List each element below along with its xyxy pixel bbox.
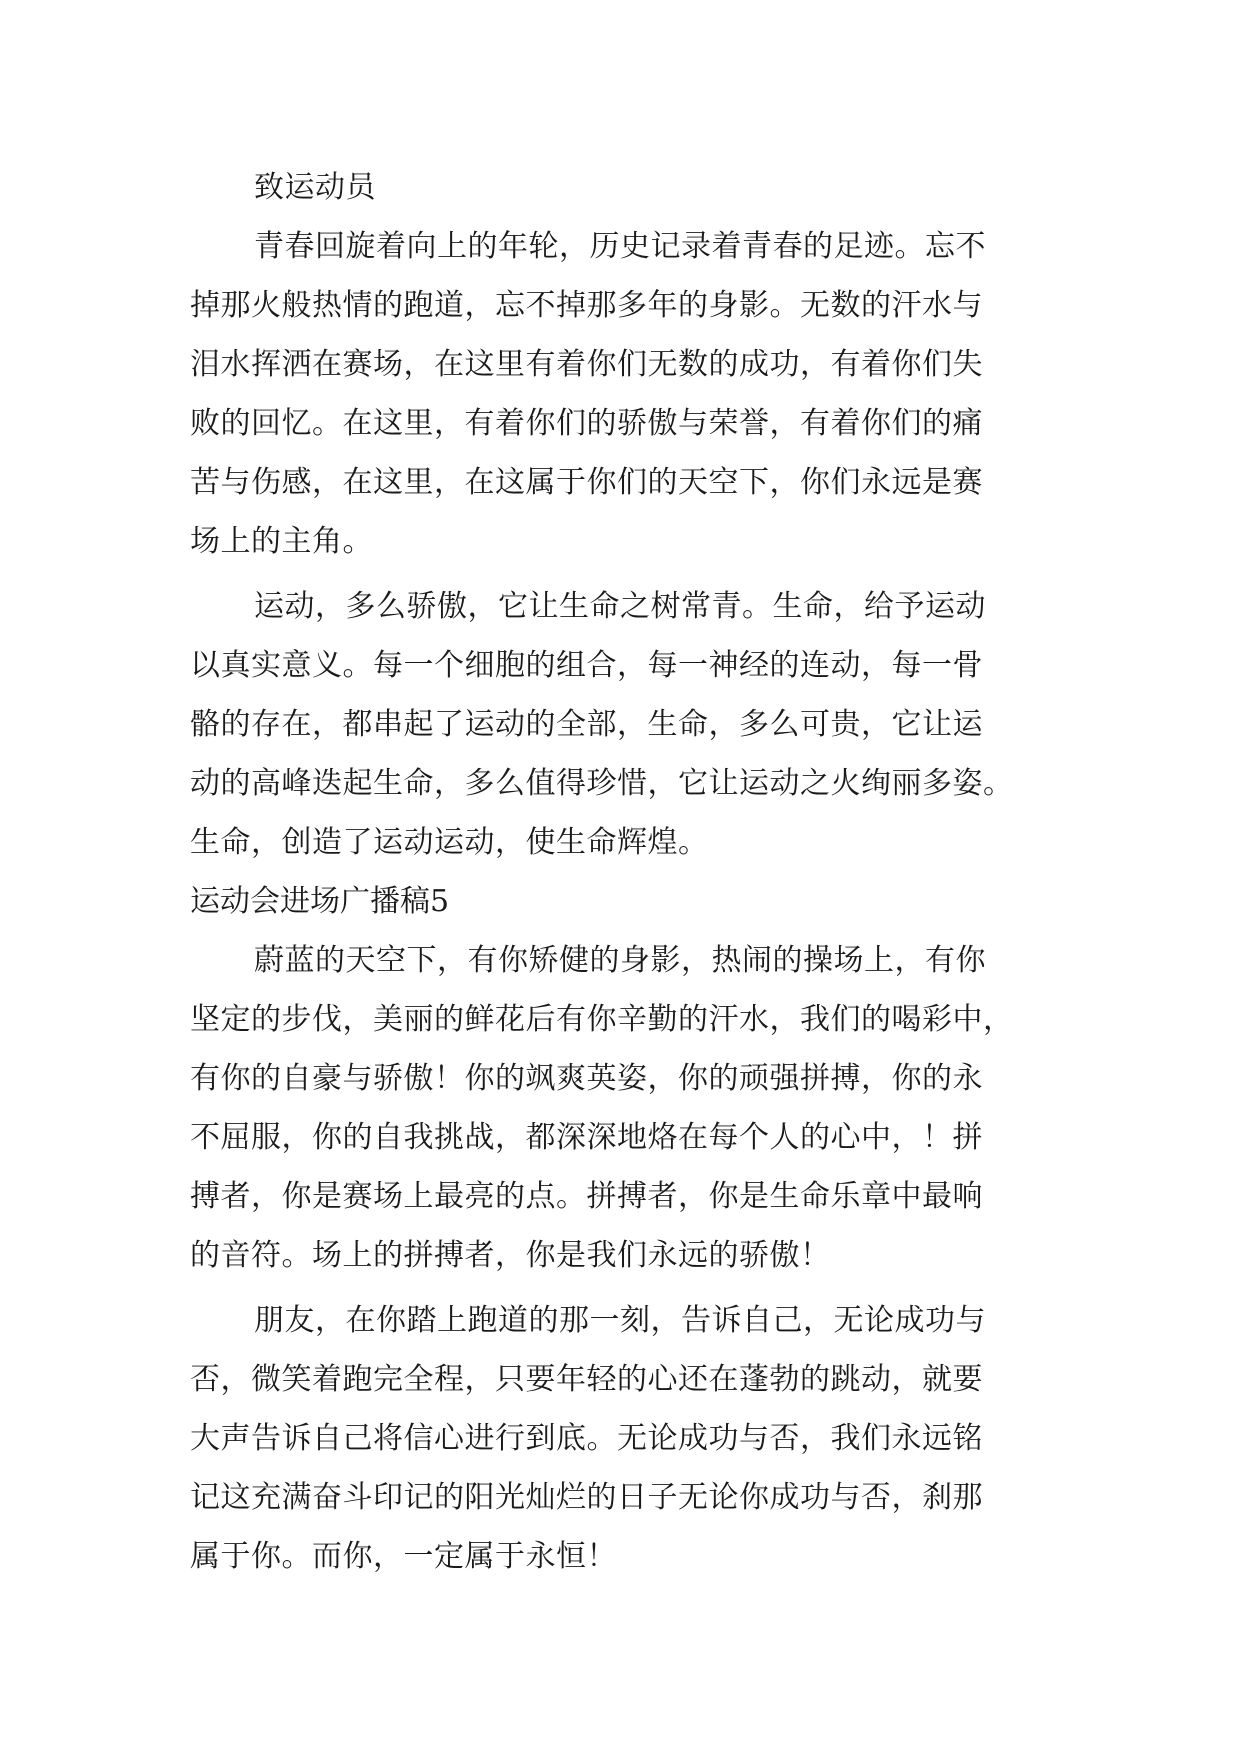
paragraph-2 bbox=[190, 577, 1060, 872]
paragraph-line: 属于你。而你，一定属于永恒！ bbox=[190, 1539, 617, 1574]
paragraph-line: 不屈服，你的自我挑战，都深深地烙在每个人的心中，！拼 bbox=[190, 1120, 983, 1155]
document-title: 致运动员 bbox=[254, 170, 376, 205]
paragraph-line: 苦与伤感，在这里，在这属于你们的天空下，你们永远是赛 bbox=[190, 465, 983, 500]
paragraph-line: 场上的主角。 bbox=[190, 524, 373, 559]
paragraph-line: 动的高峰迭起生命，多么值得珍惜，它让运动之火绚丽多姿。 bbox=[190, 766, 1014, 801]
paragraph-line: 的音符。场上的拼搏者，你是我们永远的骄傲！ bbox=[190, 1238, 831, 1273]
paragraph-line: 否，微笑着跑完全程，只要年轻的心还在蓬勃的跳动，就要 bbox=[190, 1362, 983, 1397]
paragraph-1 bbox=[190, 217, 1060, 571]
document-page bbox=[190, 158, 1060, 1586]
paragraph-3 bbox=[190, 931, 1060, 1285]
paragraph-4 bbox=[190, 1291, 1060, 1586]
paragraph-line: 记这充满奋斗印记的阳光灿烂的日子无论你成功与否，刹那 bbox=[190, 1480, 983, 1515]
paragraph-line: 有你的自豪与骄傲！你的飒爽英姿，你的顽强拼搏，你的永 bbox=[190, 1061, 983, 1096]
section-heading: 运动会进场广播稿5 bbox=[190, 884, 450, 919]
paragraph-line: 骼的存在，都串起了运动的全部，生命，多么可贵，它让运 bbox=[190, 707, 983, 742]
paragraph-line: 坚定的步伐，美丽的鲜花后有你辛勤的汗水，我们的喝彩中， bbox=[190, 1002, 1014, 1037]
paragraph-line: 朋友，在你踏上跑道的那一刻，告诉自己，无论成功与 bbox=[254, 1303, 986, 1338]
paragraph-line: 大声告诉自己将信心进行到底。无论成功与否，我们永远铭 bbox=[190, 1421, 983, 1456]
paragraph-line: 生命，创造了运动运动，使生命辉煌。 bbox=[190, 825, 709, 860]
paragraph-line: 以真实意义。每一个细胞的组合，每一神经的连动，每一骨 bbox=[190, 648, 983, 683]
paragraph-line: 青春回旋着向上的年轮，历史记录着青春的足迹。忘不 bbox=[254, 229, 986, 264]
paragraph-line: 掉那火般热情的跑道，忘不掉那多年的身影。无数的汗水与 bbox=[190, 288, 983, 323]
paragraph-line: 泪水挥洒在赛场，在这里有着你们无数的成功，有着你们失 bbox=[190, 347, 983, 382]
paragraph-line: 搏者，你是赛场上最亮的点。拼搏者，你是生命乐章中最响 bbox=[190, 1179, 983, 1214]
paragraph-line: 败的回忆。在这里，有着你们的骄傲与荣誉，有着你们的痛 bbox=[190, 406, 983, 441]
paragraph-line: 蔚蓝的天空下，有你矫健的身影，热闹的操场上，有你 bbox=[254, 943, 986, 978]
paragraph-line: 运动，多么骄傲，它让生命之树常青。生命，给予运动 bbox=[254, 589, 986, 624]
